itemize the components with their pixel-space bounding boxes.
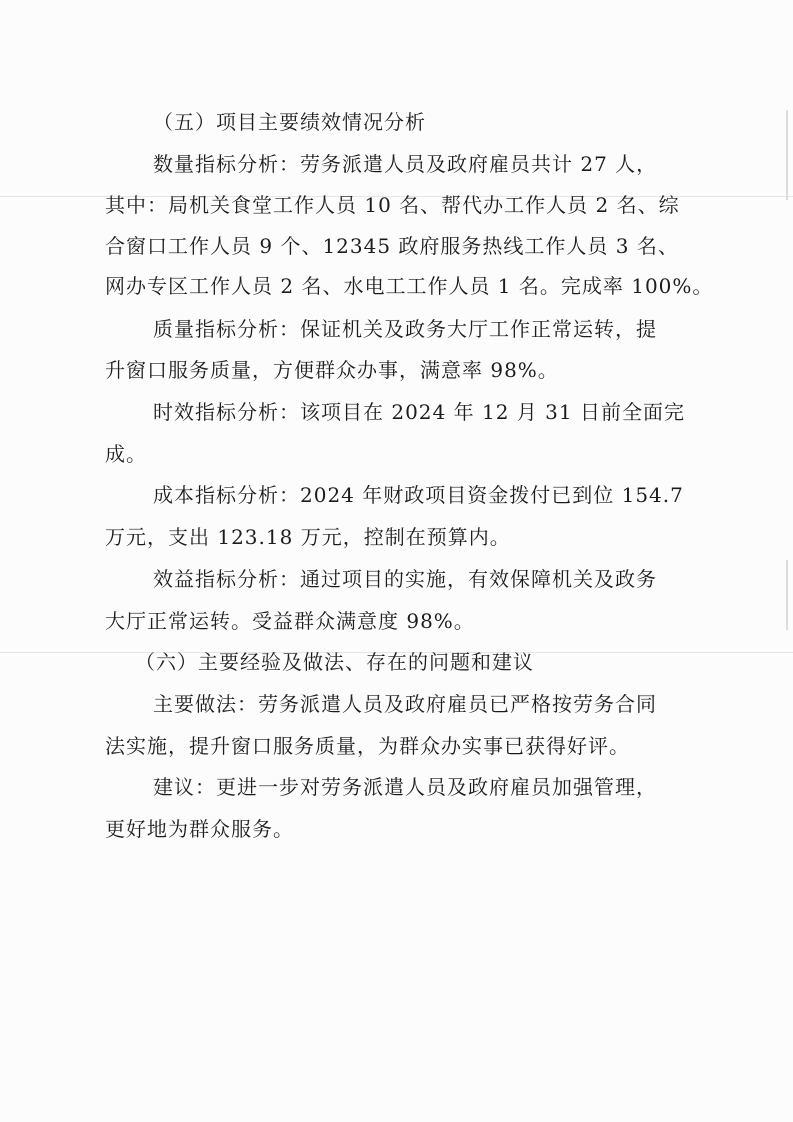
- scan-edge-mark: [786, 110, 788, 200]
- quantity-analysis-line-3: 合窗口工作人员 9 个、12345 政府服务热线工作人员 3 名、: [105, 234, 679, 258]
- practice-line-1: 主要做法：劳务派遣人员及政府雇员已严格按劳务合同: [153, 692, 657, 716]
- cost-analysis-line-2: 万元，支出 123.18 万元，控制在预算内。: [105, 525, 511, 549]
- quantity-analysis-line-4: 网办专区工作人员 2 名、水电工工作人员 1 名。完成率 100%。: [105, 274, 714, 298]
- practice-line-2: 法实施，提升窗口服务质量，为群众办实事已获得好评。: [105, 734, 630, 758]
- cost-analysis-line-1: 成本指标分析：2024 年财政项目资金拨付已到位 154.7: [153, 483, 684, 507]
- section5-heading: （五）项目主要绩效情况分析: [153, 110, 426, 134]
- benefit-analysis-line-1: 效益指标分析：通过项目的实施，有效保障机关及政务: [153, 567, 657, 591]
- timeliness-analysis-line-2: 成。: [105, 442, 147, 466]
- scan-edge-mark: [786, 560, 788, 630]
- quantity-analysis-line-2: 其中：局机关食堂工作人员 10 名、帮代办工作人员 2 名、综: [105, 193, 680, 217]
- suggestion-line-2: 更好地为群众服务。: [105, 817, 294, 841]
- section6-heading: （六）主要经验及做法、存在的问题和建议: [135, 650, 534, 674]
- benefit-analysis-line-2: 大厅正常运转。受益群众满意度 98%。: [105, 609, 475, 633]
- quantity-analysis-line-1: 数量指标分析：劳务派遣人员及政府雇员共计 27 人，: [153, 152, 658, 176]
- timeliness-analysis-line-1: 时效指标分析：该项目在 2024 年 12 月 31 日前全面完: [153, 400, 685, 424]
- suggestion-line-1: 建议：更进一步对劳务派遣人员及政府雇员加强管理，: [153, 775, 657, 799]
- quality-analysis-line-1: 质量指标分析：保证机关及政务大厅工作正常运转，提: [153, 317, 657, 341]
- quality-analysis-line-2: 升窗口服务质量，方便群众办事，满意率 98%。: [105, 358, 559, 382]
